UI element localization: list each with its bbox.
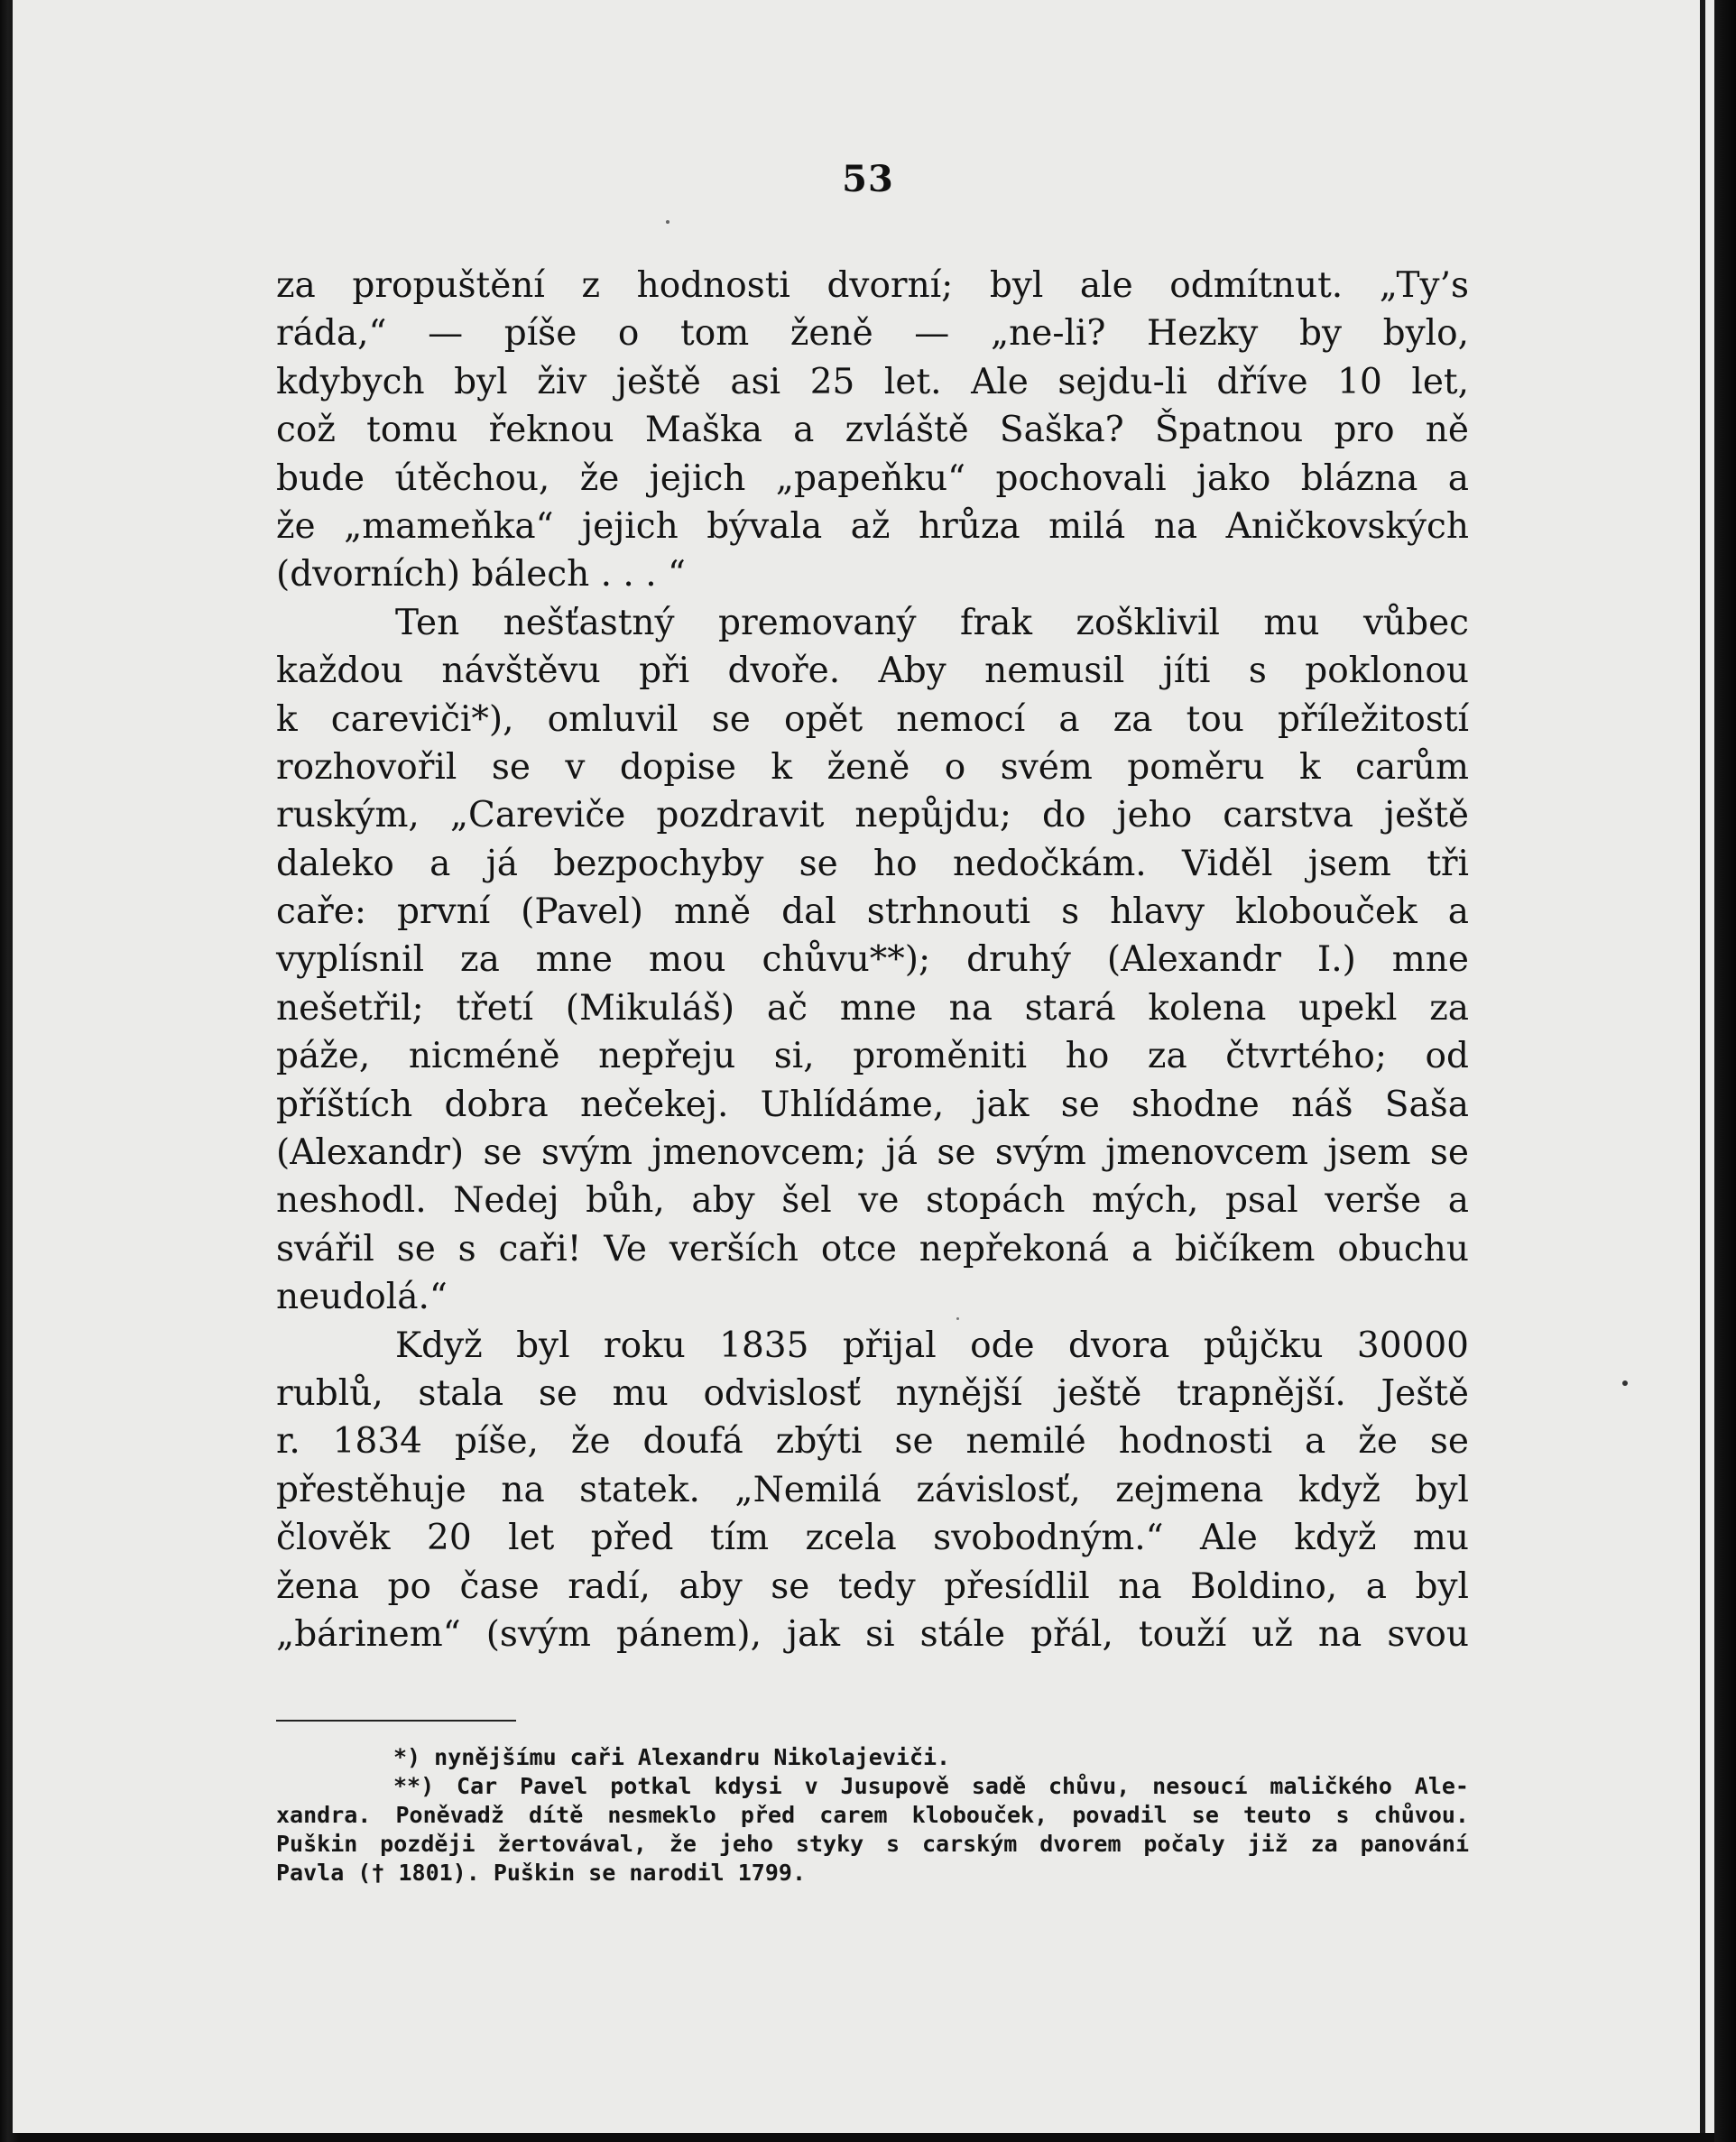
text-line: k careviči*), omluvil se opět nemocí a za tou příležitostí [276,698,1469,740]
text-line: neudolá.“ [276,1277,448,1318]
paper-speck [1622,1380,1628,1386]
text-line: člověk 20 let před tím zcela svobodným.“ Ale když mu [276,1518,1469,1559]
text-line: příštích dobra nečekej. Uhlídáme, jak se shodne náš Saša [276,1084,1469,1125]
text-line: že „mameňka“ jejich bývala až hrůza milá na Aničkovských [276,505,1469,547]
text-line: daleko a já bezpochyby se ho nedočkám. Viděl jsem tři [276,843,1469,884]
page-number: 53 [842,158,894,200]
text-line: ráda,“ — píše o tom ženě — „ne-li? Hezky by bylo, [276,313,1469,355]
text-line: přestěhuje na statek. „Nemilá závislosť, zejmena když byl [276,1469,1469,1510]
text-line: páže, nicméně nepřeju si, proměniti ho za čtvrtého; od [276,1036,1469,1077]
text-line: (dvorních) bálech . . . “ [276,554,686,596]
text-line: za propuštění z hodnosti dvorní; byl ale odmítnut. „Ty’s [276,265,1469,306]
text-line: rublů, stala se mu odvislosť nynější ještě trapnější. Ještě [276,1372,1469,1414]
text-line: vyplísnil za mne mou chůvu**); druhý (Alexandr I.) mne [276,939,1469,981]
text-line: Když byl roku 1835 přijal ode dvora půjčku 30000 [395,1325,1469,1366]
text-line: každou návštěvu při dvoře. Aby nemusil jíti s poklonou [276,651,1469,692]
footnotes [276,1743,1469,1888]
text-line: r. 1834 píše, že doufá zbýti se nemilé hodnosti a že se [276,1421,1469,1463]
text-line: což tomu řeknou Maška a zvláště Saška? Špatnou pro ně [276,410,1469,451]
footnote-line: **) Car Pavel potkal kdysi v Jusupově sadě chůvu, nesoucí maličkého Ale- [393,1773,1469,1799]
right-page-edge [1714,0,1736,2142]
text-line: (Alexandr) se svým jmenovcem; já se svým jmenovcem jsem se [276,1132,1469,1174]
footnote-line: *) nynějšímu caři Alexandru Nikolajeviči. [393,1744,951,1770]
text-line: žena po čase radí, aby se tedy přesídlil na Boldino, a byl [276,1565,1469,1607]
text-line: rozhovořil se v dopise k ženě o svém poměru k carům [276,746,1469,788]
text-line: caře: první (Pavel) mně dal strhnouti s hlavy klobouček a [276,891,1469,933]
footnote-line: xandra. Poněvadž dítě nesmeklo před carem klobouček, povadil se teuto s chůvou. [276,1802,1469,1828]
text-line: bude útěchou, že jejich „papeňku“ pochovali jako blázna a [276,457,1469,499]
text-line: Ten nešťastný premovaný frak zošklivil mu vůbec [395,602,1469,643]
text-line: svářil se s caři! Ve verších otce nepřekoná a bičíkem obuchu [276,1228,1469,1270]
paper-speck [956,1317,959,1320]
footnote-line: Pavla († 1801). Puškin se narodil 1799. [276,1860,806,1886]
text-line: „bárinem“ (svým pánem), jak si stále přál, touží už na svou [276,1613,1469,1655]
footnote-line: Puškin později žertovával, že jeho styky s carským dvorem počaly již za panování [276,1831,1469,1857]
text-line: nešetřil; třetí (Mikuláš) ač mne na stará kolena upekl za [276,987,1469,1029]
text-line: neshodl. Nedej bůh, aby šel ve stopách mých, psal verše a [276,1180,1469,1222]
page-edge-line [1700,0,1705,2133]
main-text [276,262,1469,1658]
text-line: kdybych byl živ ještě asi 25 let. Ale sejdu-li dříve 10 let, [276,361,1469,402]
footnote-divider [276,1720,516,1722]
text-line: ruským, „Careviče pozdravit nepůjdu; do jeho carstva ještě [276,795,1469,836]
paper-speck [666,220,669,224]
